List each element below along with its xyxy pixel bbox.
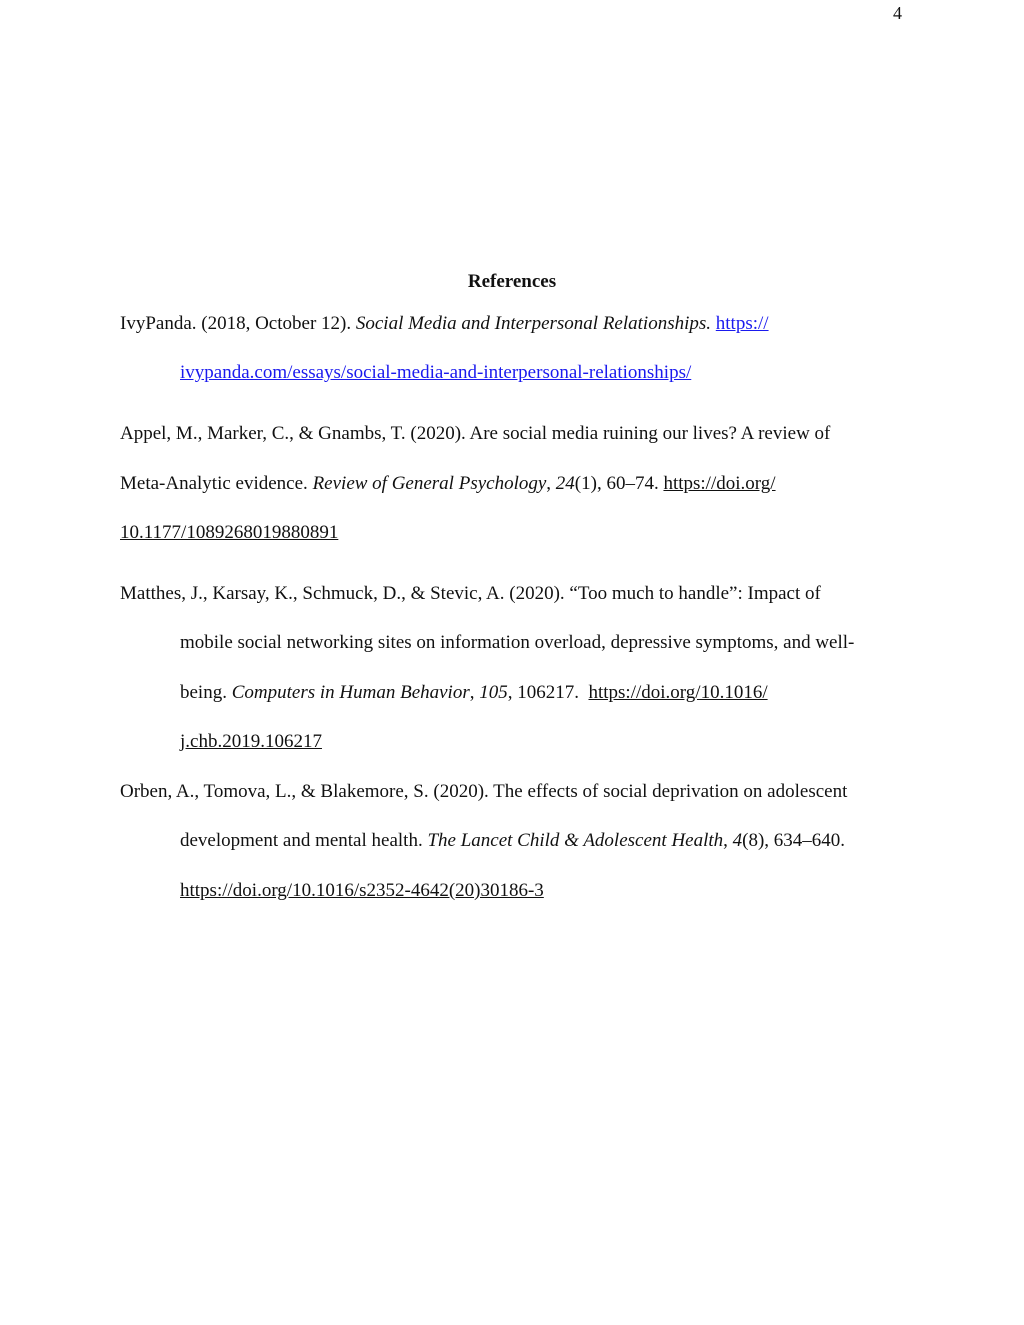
reference-3-line-3 <box>180 681 768 705</box>
reference-3-line-2: mobile social networking sites on information overload, depressive symptoms, and well- <box>180 632 855 653</box>
reference-2-line-3 <box>120 521 338 545</box>
reference-1-url-link[interactable]: https:// <box>715 313 769 334</box>
reference-4-line-3 <box>180 879 544 903</box>
reference-2-issue-pages: (1), 60–74. <box>574 473 664 494</box>
reference-2-text: Meta-Analytic evidence. <box>120 473 313 494</box>
reference-1-line-2 <box>180 361 691 385</box>
references-heading: References <box>467 271 557 292</box>
reference-2-line-2 <box>120 472 776 496</box>
reference-4-issue-pages: (8), 634–640. <box>742 830 846 851</box>
reference-1-url-link-cont[interactable]: ivypanda.com/essays/social-media-and-interpersonal-relationships/ <box>180 362 692 383</box>
reference-4-volume: 4 <box>732 830 743 851</box>
reference-4-journal: The Lancet Child & Adolescent Health <box>427 830 724 851</box>
reference-3-line-4 <box>180 730 322 754</box>
reference-2-sep: , <box>546 473 556 494</box>
reference-2-doi-link[interactable]: https://doi.org/ <box>663 473 776 494</box>
reference-1-author-date: IvyPanda. (2018, October 12). <box>120 313 356 334</box>
reference-2-doi-link-cont[interactable]: 10.1177/1089268019880891 <box>120 522 339 543</box>
reference-3-doi-link-cont[interactable]: j.chb.2019.106217 <box>180 731 322 752</box>
reference-4-sep: , <box>723 830 733 851</box>
reference-3-doi-link[interactable]: https://doi.org/10.1016/ <box>588 682 768 703</box>
reference-3-text: being. <box>180 682 232 703</box>
reference-2-volume: 24 <box>555 473 575 494</box>
reference-1-title: Social Media and Interpersonal Relationships. <box>355 313 712 334</box>
reference-3-journal: Computers in Human Behavior <box>231 682 470 703</box>
reference-4-line-2 <box>180 829 845 853</box>
reference-3-volume: 105 <box>479 682 508 703</box>
reference-3-line-1: Matthes, J., Karsay, K., Schmuck, D., & Stevic, A. (2020). “Too much to handle”: Impact of <box>120 583 821 604</box>
reference-3-pages: , 106217. <box>507 682 589 703</box>
reference-4-text: development and mental health. <box>180 830 428 851</box>
reference-4-line-1: Orben, A., Tomova, L., & Blakemore, S. (2020). The effects of social deprivation on adolescent <box>120 781 848 802</box>
reference-4-doi-link[interactable]: https://doi.org/10.1016/s2352-4642(20)30186-3 <box>180 880 544 901</box>
reference-2-journal: Review of General Psychology <box>312 473 547 494</box>
reference-2-line-1: Appel, M., Marker, C., & Gnambs, T. (2020). Are social media ruining our lives? A review of <box>120 423 831 444</box>
reference-1-line-1 <box>120 312 769 336</box>
reference-3-sep: , <box>469 682 480 703</box>
page-number: 4 <box>893 3 902 23</box>
